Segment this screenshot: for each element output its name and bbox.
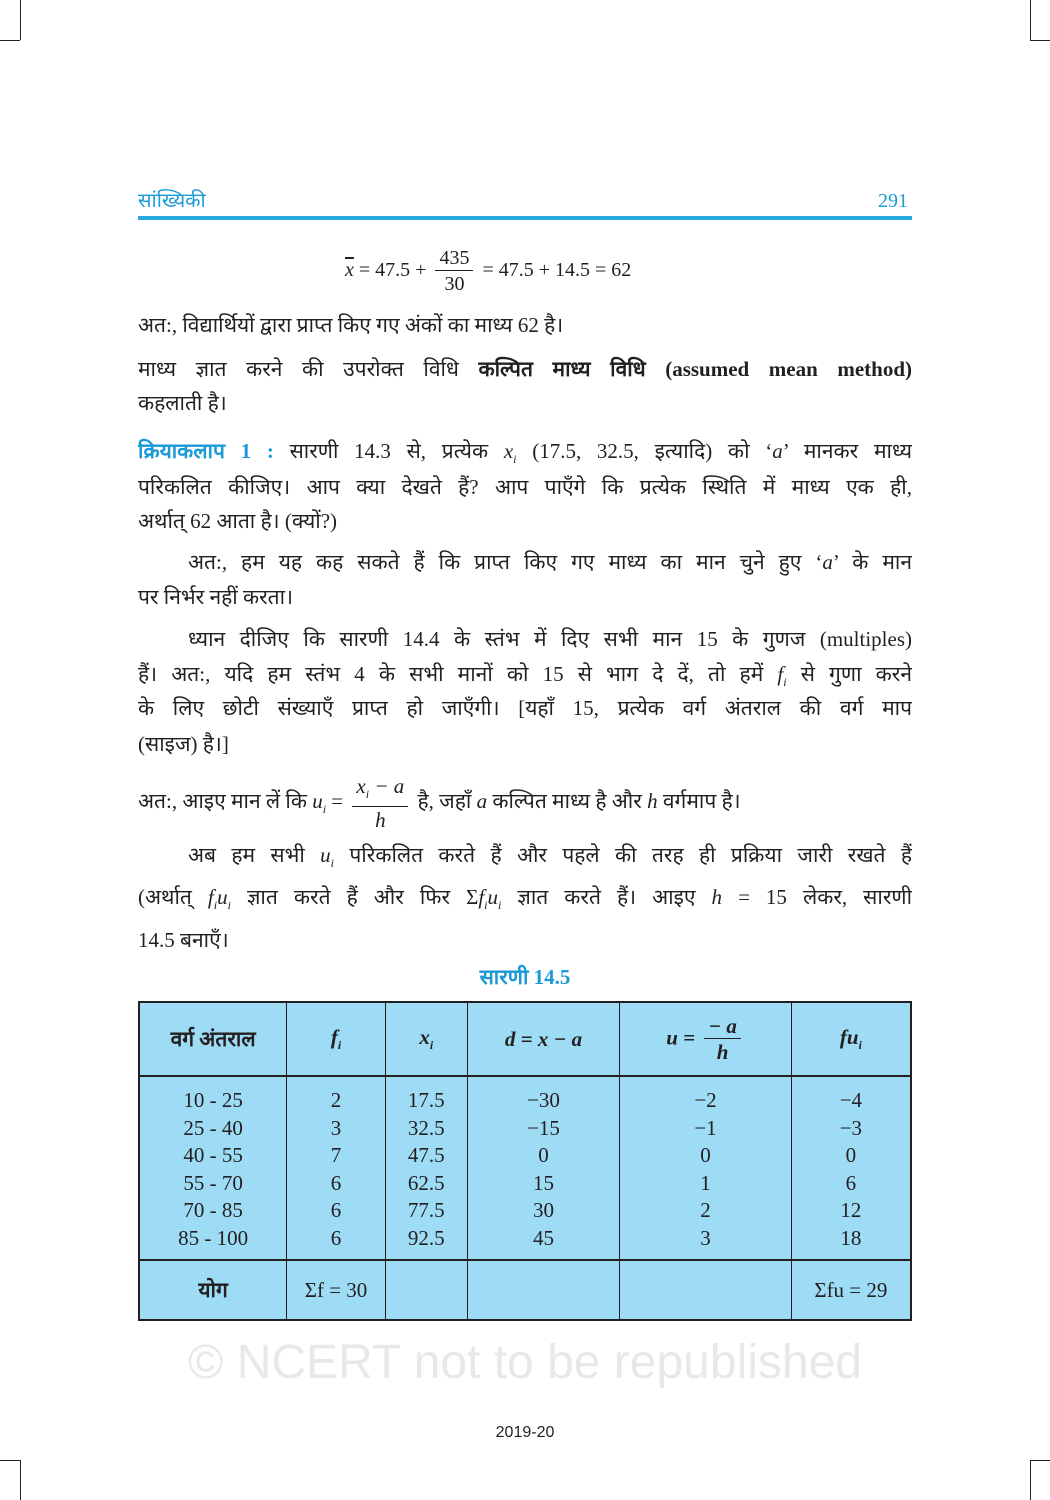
table-cell: 45 bbox=[533, 1225, 554, 1250]
text: से गुणा करने bbox=[800, 662, 912, 686]
sum-f: Σf = 30 bbox=[287, 1260, 386, 1320]
p6-line3: 14.5 बनाएँ। bbox=[138, 928, 229, 952]
footer-year: 2019-20 bbox=[495, 1424, 555, 1441]
header-fiui bbox=[791, 1002, 911, 1076]
header-ui bbox=[620, 1002, 791, 1076]
sub: i bbox=[783, 675, 787, 688]
table-cell: 30 bbox=[533, 1198, 554, 1222]
p3-line2: पर निर्भर नहीं करता। bbox=[138, 585, 294, 609]
table-cell: 17.5 bbox=[407, 1088, 445, 1112]
var bbox=[504, 439, 517, 463]
text bbox=[247, 885, 501, 909]
table-cell: 3 bbox=[330, 1115, 342, 1140]
table-cell: 25 - 40 bbox=[183, 1115, 243, 1140]
table-cell: 2 bbox=[330, 1088, 342, 1112]
text: (अर्थात् bbox=[138, 885, 192, 909]
sub: i bbox=[322, 802, 327, 816]
text: कल्पित माध्य है और bbox=[492, 789, 642, 813]
table-cell: 70 - 85 bbox=[183, 1198, 243, 1222]
watermark: © NCERT not to be republished bbox=[188, 1336, 862, 1389]
term-english: (assumed mean method) bbox=[665, 357, 912, 381]
header-fi bbox=[287, 1002, 386, 1076]
sub: i bbox=[213, 898, 218, 911]
text: x bbox=[419, 1025, 430, 1049]
total-label: योग bbox=[139, 1260, 287, 1320]
header-xi bbox=[385, 1002, 467, 1076]
activity-line2: परिकलित कीजिए। आप क्या देखते हैं? आप पाएँगे कि प्रत्येक स्थिति में माध्य एक ही, bbox=[138, 475, 912, 499]
crop-mark bbox=[20, 1460, 21, 1500]
table-cell: −30 bbox=[527, 1088, 560, 1112]
crop-mark bbox=[1030, 40, 1050, 41]
table-cell: −15 bbox=[527, 1115, 560, 1140]
sum-fu: Σfu = 29 bbox=[791, 1260, 911, 1320]
header-class-interval: वर्ग अंतराल bbox=[139, 1002, 287, 1076]
p4-line4: (साइज) है।] bbox=[138, 732, 229, 756]
mean-formula bbox=[345, 246, 631, 297]
text: अत:, आइए मान लें कि bbox=[138, 789, 307, 813]
table-14-5 bbox=[138, 1001, 912, 1321]
p4-line2 bbox=[138, 660, 912, 688]
empty-cell bbox=[385, 1260, 467, 1320]
denominator: h bbox=[716, 1039, 729, 1064]
text: d = x − a bbox=[504, 1026, 583, 1051]
p5-line bbox=[138, 773, 912, 837]
table-cell: 0 bbox=[700, 1143, 711, 1167]
table-total-row bbox=[139, 1260, 911, 1320]
var-u: u bbox=[217, 885, 228, 909]
var bbox=[777, 662, 786, 686]
table-cell: 12 bbox=[840, 1198, 862, 1222]
text: अत:, हम यह कह सकते हैं कि प्राप्त किए गए माध्य का मान चुने हुए ‘ bbox=[188, 550, 823, 574]
table-cell: 7 bbox=[330, 1143, 342, 1167]
var-f: f bbox=[777, 662, 784, 686]
column-class-interval bbox=[139, 1076, 287, 1260]
minus-a: − a bbox=[374, 773, 405, 798]
sub: i bbox=[513, 452, 517, 465]
table-body bbox=[139, 1076, 911, 1260]
table-cell: 92.5 bbox=[407, 1225, 445, 1250]
table-cell: 6 bbox=[330, 1198, 342, 1222]
crop-mark bbox=[1030, 1460, 1031, 1500]
denominator: 30 bbox=[444, 273, 465, 295]
table-cell: 85 - 100 bbox=[178, 1225, 249, 1250]
formula-term: 47.5 + bbox=[375, 259, 427, 282]
var-f: f bbox=[478, 885, 485, 909]
table-cell: −2 bbox=[694, 1088, 717, 1112]
table-caption: सारणी 14.5 bbox=[479, 965, 571, 989]
sub: i bbox=[429, 1038, 434, 1052]
text: ज्ञात करते हैं। आइए bbox=[517, 885, 696, 909]
empty-cell bbox=[467, 1260, 620, 1320]
table-cell: 47.5 bbox=[407, 1143, 445, 1167]
text: वर्गमाप है। bbox=[662, 789, 741, 813]
fraction bbox=[435, 246, 473, 297]
table-cell: 15 bbox=[533, 1170, 554, 1195]
text: ज्ञात करते हैं और फिर Σ bbox=[246, 885, 479, 909]
table-cell: 18 bbox=[840, 1225, 862, 1250]
text: सारणी 14.3 से, प्रत्येक bbox=[289, 439, 489, 463]
p4-line3: के लिए छोटी संख्याएँ प्राप्त हो जाएँगी। [यहाँ 15, प्रत्येक वर्ग अंतराल की वर्ग माप bbox=[138, 696, 912, 720]
table-cell: 6 bbox=[330, 1170, 342, 1195]
table-cell: −4 bbox=[839, 1088, 863, 1112]
text: माध्य ज्ञात करने की उपरोक्त विधि bbox=[138, 357, 459, 381]
paragraph-method-line2: कहलाती है। bbox=[138, 391, 227, 415]
sub: i bbox=[330, 856, 335, 869]
p6-line2 bbox=[138, 883, 912, 911]
activity-label: क्रियाकलाप 1 : bbox=[138, 439, 274, 463]
table-cell: 2 bbox=[700, 1198, 711, 1222]
column-fiui bbox=[791, 1076, 911, 1260]
var bbox=[320, 843, 334, 867]
p3-line1 bbox=[138, 548, 912, 576]
header-rule bbox=[138, 216, 912, 220]
numerator: − a bbox=[704, 1014, 740, 1039]
text: fu bbox=[839, 1025, 859, 1049]
column-ui bbox=[620, 1076, 791, 1260]
table-cell: 6 bbox=[330, 1225, 342, 1250]
var-a: a bbox=[822, 550, 833, 574]
table-cell: 0 bbox=[538, 1143, 549, 1167]
fraction bbox=[704, 1014, 740, 1065]
table-cell: 40 - 55 bbox=[183, 1143, 243, 1167]
table-cell: 10 - 25 bbox=[183, 1088, 243, 1112]
table-header-row bbox=[139, 1002, 911, 1076]
p4-line1: ध्यान दीजिए कि सारणी 14.4 के स्तंभ में दिए सभी मान 15 के गुणज (multiples) bbox=[188, 627, 912, 651]
table-cell: 32.5 bbox=[407, 1115, 445, 1140]
numerator bbox=[352, 774, 408, 807]
var-x: x bbox=[503, 439, 514, 463]
sub: i bbox=[484, 898, 488, 911]
crop-mark bbox=[0, 1460, 20, 1461]
var-x: x bbox=[356, 773, 366, 798]
sub: i bbox=[858, 1038, 862, 1052]
text: f bbox=[330, 1025, 338, 1049]
text: है, जहाँ bbox=[417, 789, 472, 813]
sub: i bbox=[337, 1038, 342, 1052]
activity-line1 bbox=[138, 437, 912, 465]
var-a: a bbox=[476, 789, 488, 813]
crop-mark bbox=[1030, 1460, 1050, 1461]
sub: i bbox=[498, 898, 502, 911]
var-u: u bbox=[312, 789, 323, 813]
var-f: f bbox=[207, 885, 214, 909]
text: u = bbox=[666, 1024, 696, 1049]
sub: i bbox=[365, 786, 370, 801]
table-cell: 3 bbox=[700, 1225, 711, 1250]
table-cell: 62.5 bbox=[407, 1170, 445, 1195]
text: (17.5, 32.5, इत्यादि) को ‘ bbox=[532, 439, 773, 463]
chapter-title: सांख्यिकी bbox=[138, 190, 206, 212]
var-u: u bbox=[487, 885, 498, 909]
denominator: h bbox=[375, 807, 386, 832]
table-cell: 55 - 70 bbox=[183, 1170, 243, 1195]
equals: = bbox=[358, 259, 371, 282]
table-cell: 1 bbox=[700, 1170, 711, 1195]
equals: = bbox=[331, 789, 344, 813]
empty-cell bbox=[620, 1260, 791, 1320]
activity-line3: अर्थात् 62 आता है। (क्यों?) bbox=[138, 509, 338, 533]
p6-line1 bbox=[138, 841, 912, 869]
table-cell: 0 bbox=[845, 1143, 857, 1167]
page-number: 291 bbox=[878, 190, 908, 212]
paragraph-method-line1 bbox=[138, 355, 912, 383]
text: परिकलित करते हैं और पहले की तरह ही प्रक्रिया जारी रखते हैं bbox=[349, 843, 912, 867]
crop-mark bbox=[20, 0, 21, 40]
var-h: h bbox=[711, 885, 723, 909]
fraction bbox=[352, 774, 408, 833]
column-xi bbox=[385, 1076, 467, 1260]
sub: i bbox=[227, 898, 231, 911]
paragraph-mean-result: अत:, विद्यार्थियों द्वारा प्राप्त किए गए अंकों का माध्य 62 है। bbox=[138, 313, 564, 337]
var-h: h bbox=[647, 789, 658, 813]
numerator: 435 bbox=[435, 246, 473, 271]
term-bold: कल्पित माध्य विधि bbox=[478, 357, 646, 381]
var bbox=[208, 885, 231, 909]
table-cell: −3 bbox=[839, 1115, 863, 1140]
crop-mark bbox=[0, 40, 20, 41]
var-a: a bbox=[772, 439, 783, 463]
formula-result: = 47.5 + 14.5 = 62 bbox=[482, 259, 632, 282]
text: अब हम सभी bbox=[188, 843, 305, 867]
text: ’ मानकर माध्य bbox=[782, 439, 912, 463]
text: हैं। अत:, यदि हम स्तंभ 4 के सभी मानों को 15 से भाग दे दें, तो हमें bbox=[138, 662, 764, 686]
column-fi bbox=[287, 1076, 386, 1260]
var-u: u bbox=[320, 843, 331, 867]
table-cell: 6 bbox=[845, 1170, 857, 1195]
table-cell: −1 bbox=[694, 1115, 717, 1140]
crop-mark bbox=[1030, 0, 1031, 40]
column-di bbox=[467, 1076, 620, 1260]
text: ’ के मान bbox=[832, 550, 912, 574]
text: = 15 लेकर, सारणी bbox=[738, 885, 912, 909]
x-bar: $\overline{x}$ bbox=[345, 259, 354, 282]
header-di bbox=[467, 1002, 620, 1076]
table-cell: 77.5 bbox=[407, 1198, 445, 1222]
